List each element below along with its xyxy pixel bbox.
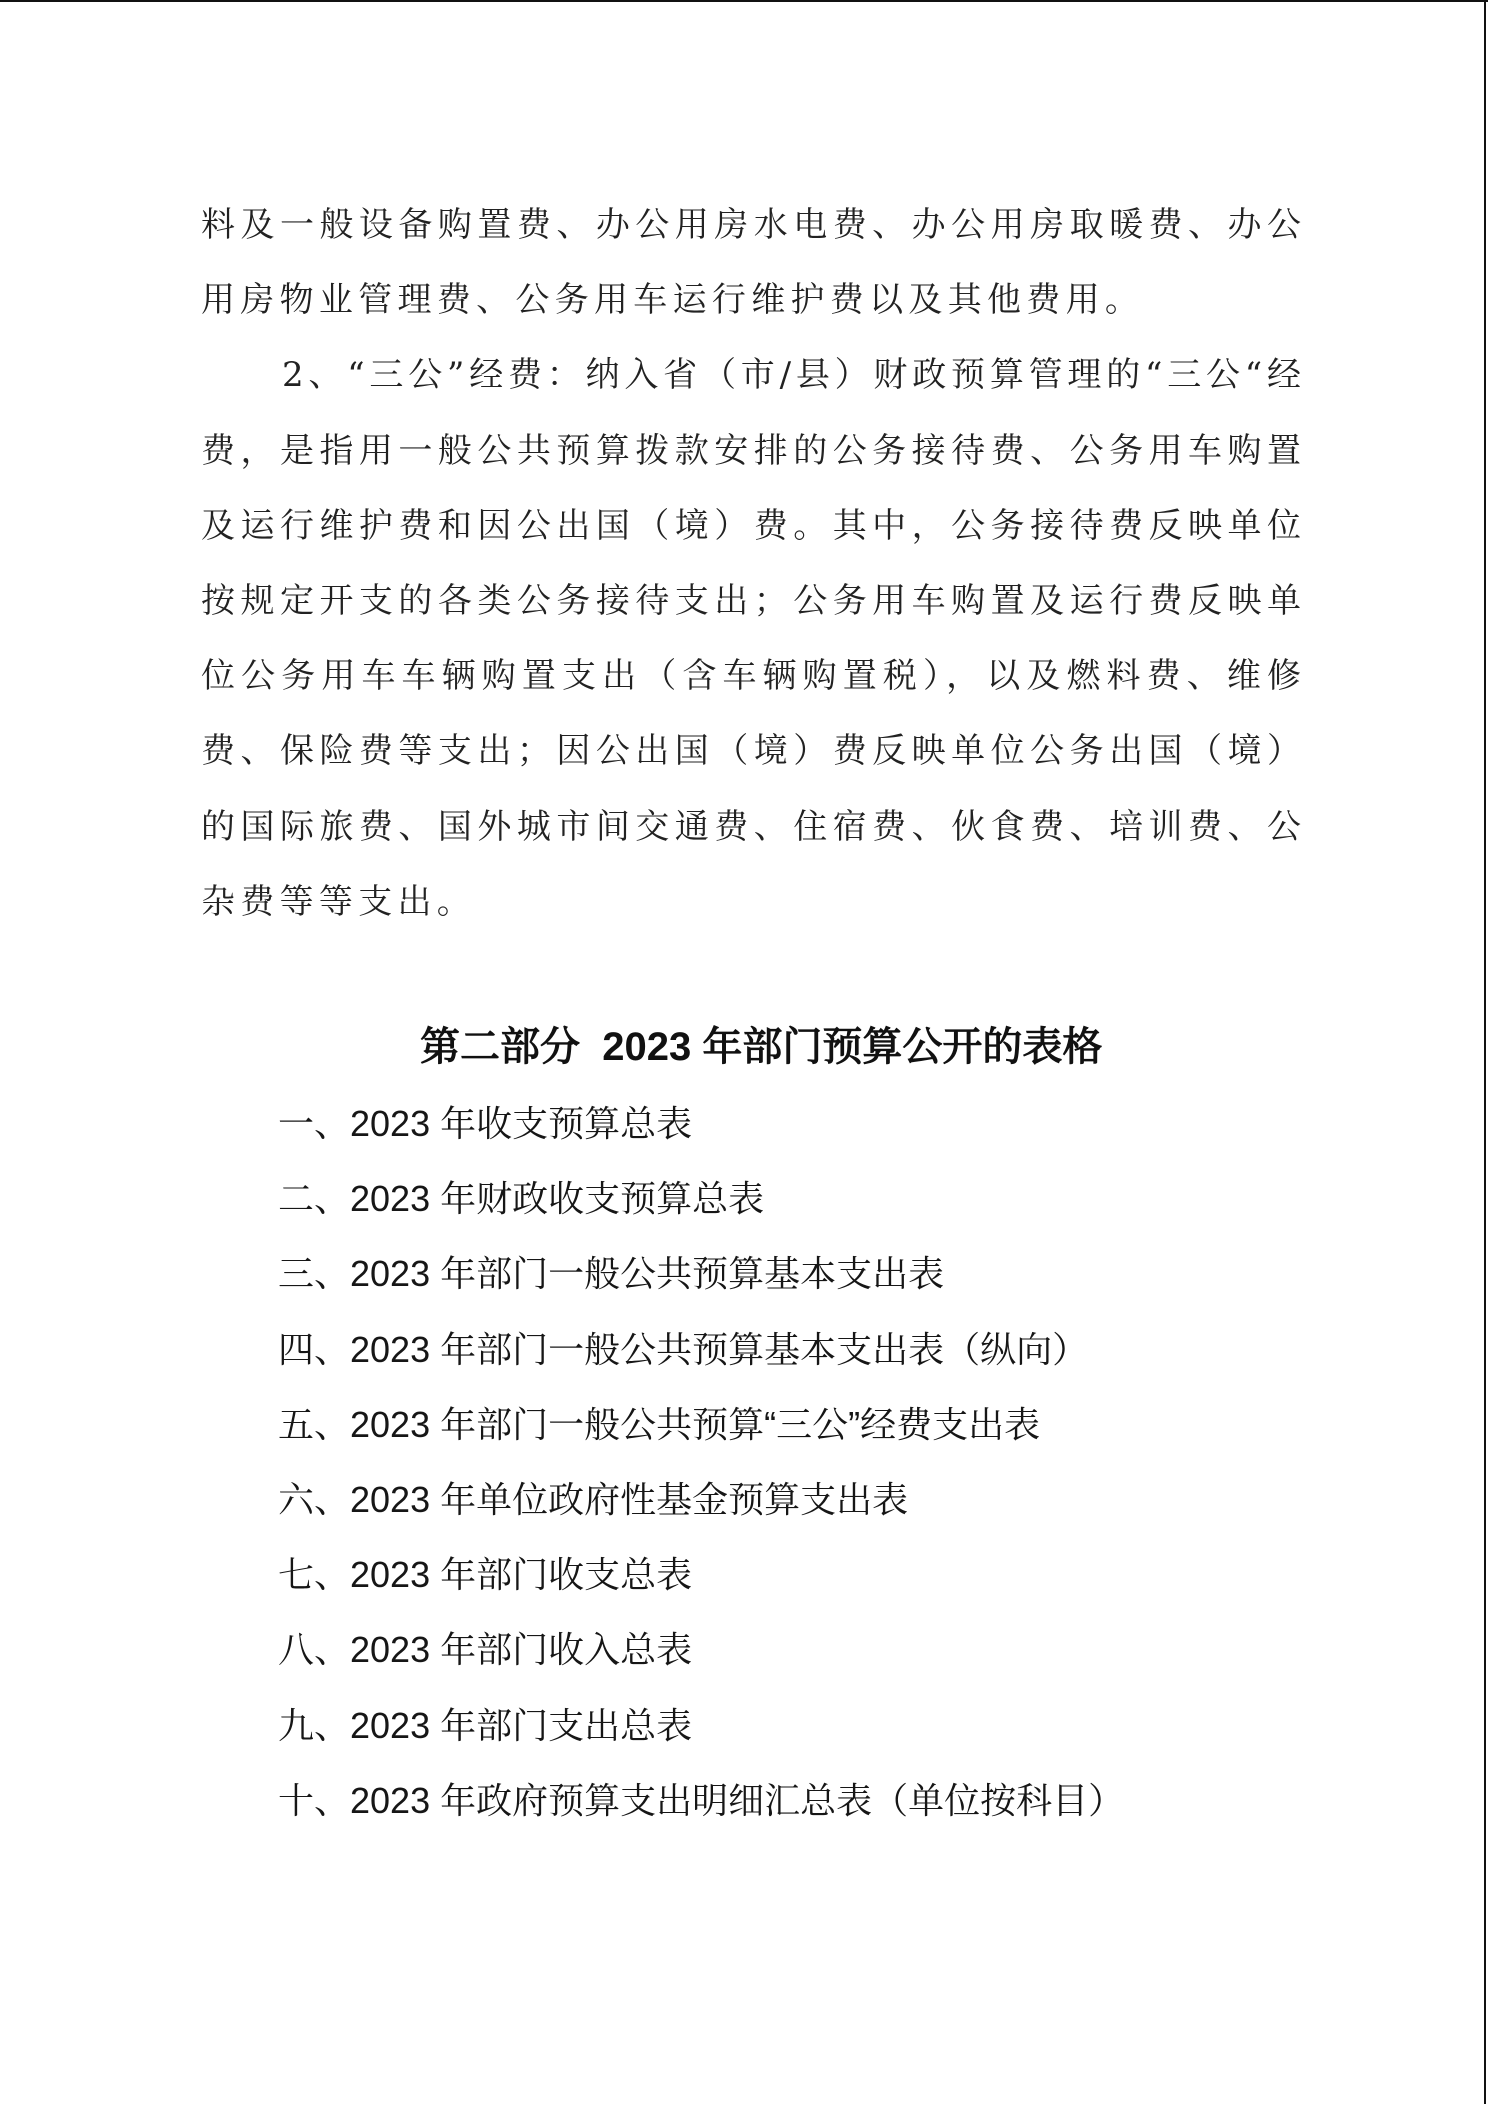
paragraph-line: 及运行维护费和因公出国（境）费。其中，公务接待费反映单位 [201,505,1301,546]
paragraph-line: 费，是指用一般公共预算拨款安排的公务接待费、公务用车购置 [201,430,1301,471]
section-heading: 第二部分 2023 年部门预算公开的表格 [420,1025,1103,1069]
paragraph-line: 用房物业管理费、公务用车运行维护费以及其他费用。 [201,280,1145,321]
list-item: 八、2023 年部门收入总表 [278,1629,693,1671]
table-list [278,1086,1378,1838]
list-item: 二、2023 年财政收支预算总表 [278,1178,765,1220]
list-item: 三、2023 年部门一般公共预算基本支出表 [278,1253,945,1295]
list-item: 一、2023 年收支预算总表 [278,1103,693,1144]
paragraph-line: 费、保险费等支出；因公出国（境）费反映单位公务出国（境） [201,731,1301,772]
body-text [201,188,1301,940]
paragraph-three-public-expenses [201,338,1301,940]
paragraph-office-expenses [201,188,1301,338]
list-item: 五、2023 年部门一般公共预算“三公”经费支出表 [278,1403,1041,1445]
list-item: 四、2023 年部门一般公共预算基本支出表（纵向） [278,1328,1089,1370]
list-item: 六、2023 年单位政府性基金预算支出表 [278,1478,909,1520]
list-item: 十、2023 年政府预算支出明细汇总表（单位按科目） [278,1779,1125,1821]
paragraph-line: 杂费等等支出。 [201,881,477,922]
page-border-right [1484,0,1486,2104]
page-border-top [0,0,1488,2]
paragraph-line: 2、“三公”经费：纳入省（市/县）财政预算管理的“三公“经 [282,355,1301,396]
list-item: 七、2023 年部门收支总表 [278,1554,693,1596]
paragraph-line: 位公务用车车辆购置支出（含车辆购置税），以及燃料费、维修 [201,656,1301,697]
paragraph-line: 的国际旅费、国外城市间交通费、住宿费、伙食费、培训费、公 [201,806,1301,847]
list-item: 九、2023 年部门支出总表 [278,1704,693,1746]
paragraph-line: 按规定开支的各类公务接待支出；公务用车购置及运行费反映单 [201,580,1301,621]
paragraph-line: 料及一般设备购置费、办公用房水电费、办公用房取暖费、办公 [201,205,1301,245]
